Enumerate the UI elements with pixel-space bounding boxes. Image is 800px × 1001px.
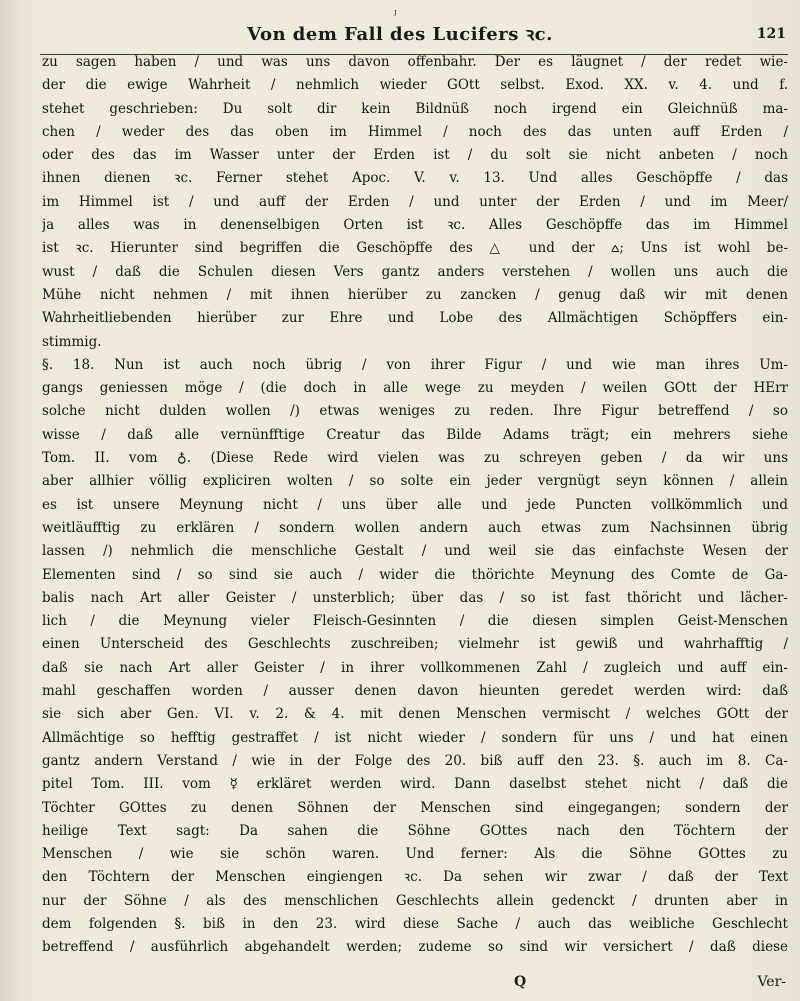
text-line: stimmig. [42, 333, 102, 350]
text-line: heilige Text sagt: Da sahen die Söhne GOttes nach den Töchtern der [42, 822, 788, 839]
text-line: zu sagen haben / und was uns davon offenbahr. Der es läugnet / der redet wie- [42, 54, 788, 70]
text-line: mahl geschaffen worden / ausser denen davon hieunten geredet werden wird: daß [42, 683, 788, 700]
text-line: betreffend / ausführlich abgehandelt werden; zudeme so sind wir versichert / daß diese [42, 939, 788, 956]
text-line: Menschen / wie sie schön waren. Und ferner: Als die Söhne GOttes zu [42, 846, 788, 863]
text-line: lassen /) nehmlich die menschliche Gestalt / und weil sie das einfachste Wesen der [42, 543, 788, 560]
header-mark: ᴶ [394, 8, 397, 21]
text-line: im Himmel ist / und auff der Erden / und unter der Erden / und im Meer/ [42, 193, 788, 210]
text-line: aber allhier völlig expliciren wolten / so solte ein jeder vergnügt seyn können / allein [42, 473, 788, 490]
text-line: chen / weder des das oben im Himmel / noch des das unten auff Erden / [42, 123, 788, 140]
text-line: Tom. II. vom ♁. (Diese Rede wird vielen was zu schreyen geben / da wir uns [42, 450, 788, 467]
text-line: pitel Tom. III. vom ☿ erkläret werden wird. Dann daselbst stehet nicht / daß die [42, 776, 788, 793]
text-line: Töchter GOttes zu denen Söhnen der Menschen sind eingegangen; sondern der [42, 799, 788, 816]
page-footer [0, 974, 800, 996]
text-line: lich / die Meynung vieler Fleisch-Gesinnten / die diesen simplen Geist-Menschen [42, 613, 788, 630]
text-line: Elementen sind / so sind sie auch / wider die thörichte Meynung des Comte de Ga- [42, 566, 788, 583]
text-line: einen Unterscheid des Geschlechts zuschreiben; vielmehr ist gewiß und wahrhafftig / [42, 636, 788, 653]
body-text [42, 51, 788, 960]
text-line: ja alles was in denenselbigen Orten ist ꝛc. Alles Geschöpffe das im Himmel [42, 217, 788, 234]
text-line: ihnen dienen ꝛc. Ferner stehet Apoc. V. v. 13. Und alles Geschöpffe / das [42, 170, 788, 187]
text-line: balis nach Art aller Geister / unsterblich; über das / so ist fast thöricht und lächer- [42, 589, 788, 606]
page-header [0, 8, 800, 52]
text-line: wisse / daß alle vernünfftige Creatur das Bilde Adams trägt; ein mehrers siehe [42, 426, 788, 443]
page-number: 121 [756, 26, 786, 42]
text-line: sie sich aber Gen. VI. v. 2. & 4. mit denen Menschen vermischt / welches GOtt der [42, 706, 788, 723]
text-line: Mühe nicht nehmen / mit ihnen hierüber zu zancken / genug daß wir mit denen [42, 286, 788, 303]
text-line: der die ewige Wahrheit / nehmlich wieder GOtt selbst. Exod. XX. v. 4. und f. [42, 77, 788, 94]
text-line: Wahrheitliebenden hierüber zur Ehre und Lobe des Allmächtigen Schöpffers ein- [42, 310, 788, 327]
signature-mark: Q [514, 974, 527, 990]
text-line: wust / daß die Schulen diesen Vers gantz anders verstehen / wollen uns auch die [42, 263, 788, 280]
text-line: weitläufftig zu erklären / sondern wollen andern auch etwas zum Nachsinnen übrig [42, 519, 788, 536]
text-line: den Töchtern der Menschen eingiengen ꝛc. Da sehen wir zwar / daß der Text [42, 869, 788, 886]
text-line: oder des das im Wasser unter der Erden ist / du solt sie nicht anbeten / noch [42, 147, 788, 164]
text-line: Allmächtige so hefftig gestraffet / ist nicht wieder / sondern für uns / und hat einen [42, 729, 788, 746]
text-line: §. 18. Nun ist auch noch übrig / von ihrer Figur / und wie man ihres Um- [42, 356, 788, 373]
running-head: Von dem Fall des Lucifers ꝛc. [247, 24, 553, 45]
text-line: stehet geschrieben: Du solt dir kein Bildnüß noch irgend ein Gleichnüß ma- [42, 100, 788, 117]
text-line: dem folgenden §. biß in den 23. wird diese Sache / auch das weibliche Geschlecht [42, 915, 788, 932]
text-line: solche nicht dulden wollen /) etwas weniges zu reden. Ihre Figur betreffend / so [42, 403, 788, 420]
text-line: ist ꝛc. Hierunter sind begriffen die Geschöpffe des △ und der ⩟; Uns ist wohl be- [42, 240, 788, 257]
catchword: Ver- [757, 974, 786, 990]
text-line: nur der Söhne / als des menschlichen Geschlechts allein gedenckt / drunten aber in [42, 892, 788, 909]
text-line: gangs geniessen möge / (die doch in alle wege zu meyden / weilen GOtt der HErr [42, 380, 788, 397]
text-line: daß sie nach Art aller Geister / in ihrer vollkommenen Zahl / zugleich und auff ein- [42, 659, 788, 676]
text-line: es ist unsere Meynung nicht / uns über alle und jede Puncten vollkömmlich und [42, 496, 788, 513]
text-line: gantz andern Verstand / wie in der Folge des 20. biß auff den 23. §. auch im 8. Ca- [42, 752, 788, 769]
